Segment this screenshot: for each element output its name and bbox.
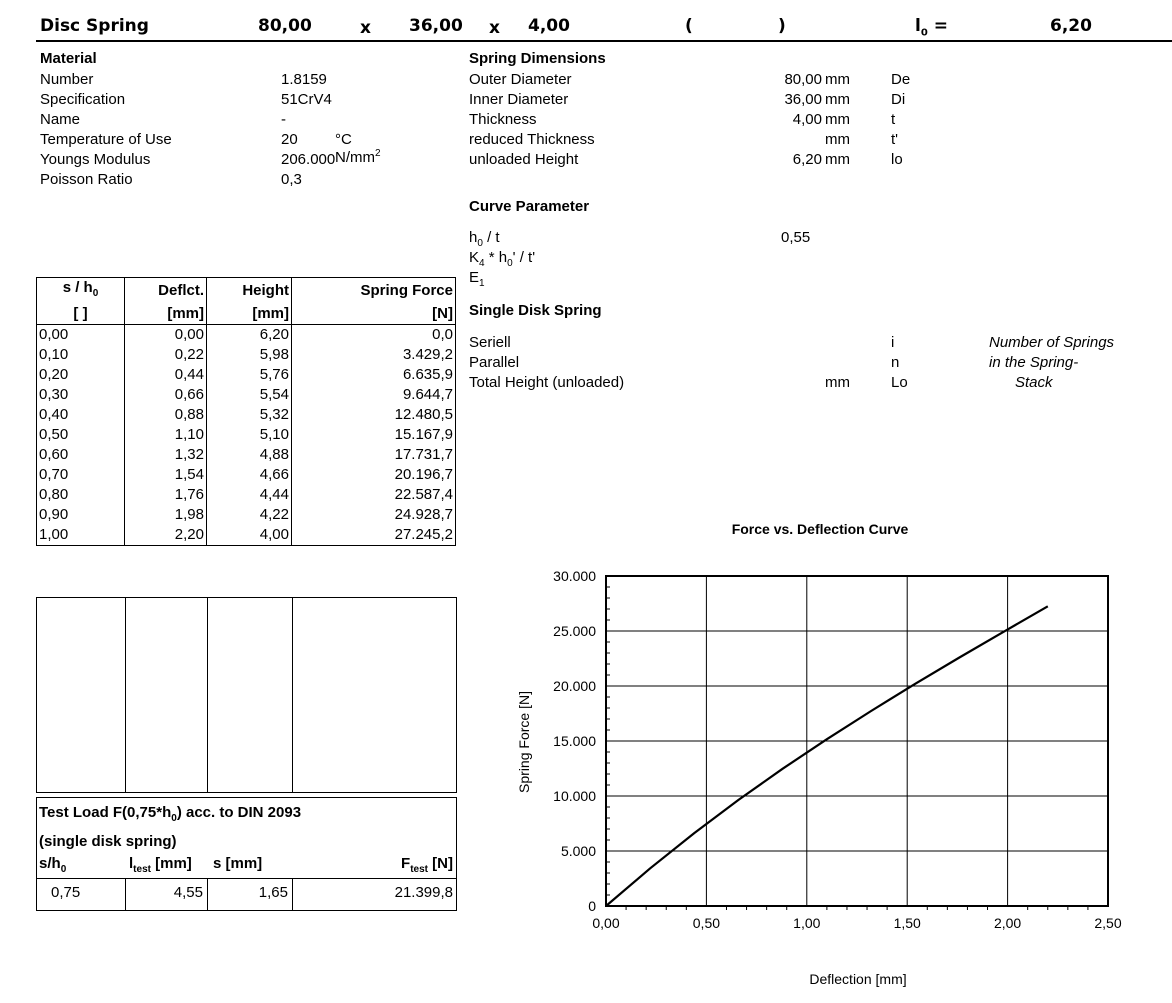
material-youngs-label: Youngs Modulus (40, 151, 151, 168)
table-cell: 4,44 (207, 485, 292, 505)
unloaded-height-label: unloaded Height (469, 151, 579, 168)
table-cell: 0,40 (37, 405, 125, 425)
inner-diameter-label: Inner Diameter (469, 91, 569, 108)
table-cell: 6,20 (207, 325, 292, 346)
l0-value-header: 6,20 (1050, 16, 1092, 36)
col-height-header: Height (207, 278, 292, 305)
table-row (37, 445, 456, 465)
outer-diameter-unit: mm (825, 71, 850, 88)
chart-gridlines (606, 576, 1108, 906)
y-tick-label: 25.000 (553, 623, 596, 639)
test-load-title: Test Load $F(0,75*h_0)$ acc. to DIN 2093 (39, 804, 302, 824)
table-cell: 0,0 (292, 325, 456, 346)
unit-cell: [mm] (125, 304, 207, 325)
material-temp-value: 20 (281, 131, 298, 148)
table-cell: 3.429,2 (292, 345, 456, 365)
inner-diameter-unit: mm (825, 91, 850, 108)
inner-diameter-symbol: Di (891, 91, 906, 108)
table-cell: 1,32 (125, 445, 207, 465)
table-cell: 0,22 (125, 345, 207, 365)
thickness-unit: mm (825, 111, 850, 128)
test-col-sh0: $s/h_0$ (39, 855, 67, 875)
single-disk-heading: Single Disk Spring (469, 302, 602, 319)
table-row (37, 345, 456, 365)
parallel-symbol: n (891, 354, 900, 371)
y-tick-label: 20.000 (553, 678, 596, 694)
table-cell: 4,00 (207, 525, 292, 546)
thickness-value: 4,00 (792, 111, 822, 128)
total-height-label: Total Height (unloaded) (469, 374, 625, 391)
material-youngs-unit: $N/mm^2$ (335, 148, 381, 166)
unit-cell: [mm] (207, 304, 292, 325)
x-tick-label: 2,50 (1094, 915, 1122, 931)
table-cell: 22.587,4 (292, 485, 456, 505)
table-row (37, 365, 456, 385)
y-tick-label: 5.000 (560, 843, 596, 859)
material-name-value: - (281, 111, 286, 128)
seriell-symbol: i (891, 334, 895, 351)
table-cell: 0,00 (125, 325, 207, 346)
table-row (37, 505, 456, 525)
table-cell: 0,70 (37, 465, 125, 485)
table-cell: 9.644,7 (292, 385, 456, 405)
table-cell: 4,66 (207, 465, 292, 485)
outer-diameter-value: 80,00 (784, 71, 822, 88)
chart-series-group (606, 606, 1048, 906)
table-units-row (37, 304, 456, 325)
parallel-label: Parallel (469, 354, 520, 371)
table-cell: 5,10 (207, 425, 292, 445)
paren-close: ) (778, 16, 786, 36)
material-youngs-value: 206.000 (281, 151, 336, 168)
chart-y-axis-label: Spring Force [N] (516, 691, 532, 793)
table-cell: 12.480,5 (292, 405, 456, 425)
table-row (37, 385, 456, 405)
y-tick-label: 30.000 (553, 568, 596, 584)
table-cell: 17.731,7 (292, 445, 456, 465)
table-row (37, 425, 456, 445)
material-poisson-value: 0,3 (281, 171, 302, 188)
table-cell: 15.167,9 (292, 425, 456, 445)
col-deflection-header: Deflct. (125, 278, 207, 305)
test-load-subtitle: (single disk spring) (39, 833, 177, 850)
y-tick-label: 0 (588, 898, 596, 914)
reduced-thickness-label: reduced Thickness (469, 131, 595, 148)
table-cell: 0,80 (37, 485, 125, 505)
test-load-block (36, 797, 457, 911)
h0t-value: 0,55 (781, 229, 811, 246)
table-cell: 1,98 (125, 505, 207, 525)
x-tick-label: 1,50 (893, 915, 921, 931)
table-header-row (37, 278, 456, 305)
table-row (37, 485, 456, 505)
x-tick-label: 0,50 (692, 915, 721, 931)
thickness-header: 4,00 (528, 16, 570, 36)
inner-diameter-value: 36,00 (784, 91, 822, 108)
l0-label: $l_0$ = (915, 16, 948, 39)
table-cell: 1,54 (125, 465, 207, 485)
outer-diameter-label: Outer Diameter (469, 71, 572, 88)
x-tick-label: 1,00 (793, 915, 821, 931)
table-row (37, 465, 456, 485)
table-cell: 1,10 (125, 425, 207, 445)
table-cell: 4,22 (207, 505, 292, 525)
thickness-symbol: t (891, 111, 896, 128)
note-line-1: Number of Springs (989, 334, 1115, 351)
test-value-ftest: 21.399,8 (394, 884, 453, 901)
deflection-table (36, 277, 456, 546)
unit-cell: [N] (292, 304, 456, 325)
y-tick-label: 10.000 (553, 788, 596, 804)
material-temp-unit: °C (335, 131, 352, 148)
dimensions-heading: Spring Dimensions (469, 50, 606, 67)
material-number-value: 1.8159 (281, 71, 327, 88)
table-cell: 0,44 (125, 365, 207, 385)
x-tick-label: 2,00 (993, 915, 1022, 931)
reduced-thickness-unit: mm (825, 131, 850, 148)
table-cell: 6.635,9 (292, 365, 456, 385)
outer-diameter-symbol: De (891, 71, 911, 88)
material-number-label: Number (40, 71, 94, 88)
table-cell: 0,60 (37, 445, 125, 465)
table-cell: 5,54 (207, 385, 292, 405)
table-cell: 0,30 (37, 385, 125, 405)
x-tick-label: 0,00 (592, 915, 620, 931)
table-cell: 0,20 (37, 365, 125, 385)
test-value-ltest: 4,55 (173, 884, 203, 901)
table-cell: 5,32 (207, 405, 292, 425)
material-name-label: Name (40, 111, 81, 128)
table-row (37, 325, 456, 346)
test-value-sh0: 0,75 (51, 884, 81, 901)
unloaded-height-unit: mm (825, 151, 850, 168)
unloaded-height-symbol: lo (891, 151, 903, 168)
table-cell: 0,66 (125, 385, 207, 405)
table-cell: 4,88 (207, 445, 292, 465)
table-cell: 2,20 (125, 525, 207, 546)
reduced-thickness-symbol: t' (891, 131, 899, 148)
material-poisson-label: Poisson Ratio (40, 171, 133, 188)
header-rule (36, 40, 1172, 42)
total-height-symbol: Lo (891, 374, 908, 391)
table-cell: 5,76 (207, 365, 292, 385)
table-cell: 1,00 (37, 525, 125, 546)
table-cell: 1,76 (125, 485, 207, 505)
seriell-label: Seriell (469, 334, 511, 351)
force-deflection-chart (500, 510, 1140, 990)
test-col-ltest: $l_{test}$ [mm] (129, 855, 192, 875)
e1-label: $E_1$ (469, 269, 485, 289)
table-cell: 20.196,7 (292, 465, 456, 485)
outer-diameter-header: 80,00 (258, 16, 312, 36)
table-cell: 5,98 (207, 345, 292, 365)
table-row (37, 405, 456, 425)
test-value-s: 1,65 (258, 884, 288, 901)
table-cell: 0,50 (37, 425, 125, 445)
h0t-label: $h_0$ / t (469, 229, 500, 249)
curve-parameter-heading: Curve Parameter (469, 198, 590, 215)
times-sign-2: x (489, 18, 500, 38)
chart-title: Force vs. Deflection Curve (731, 521, 909, 537)
y-tick-label: 15.000 (553, 733, 596, 749)
table-cell: 0,88 (125, 405, 207, 425)
series-line-spring-force (606, 606, 1048, 906)
test-col-s: s [mm] (213, 855, 263, 872)
total-height-unit: mm (825, 374, 850, 391)
unit-cell: [ ] (37, 304, 125, 325)
times-sign-1: x (360, 18, 371, 38)
paren-open: ( (685, 16, 693, 36)
material-spec-value: 51CrV4 (281, 91, 332, 108)
doc-title: Disc Spring (40, 16, 149, 36)
empty-table-block (36, 597, 457, 793)
col-sh0-header: s / $h_0$ (37, 278, 125, 305)
table-cell: 0,90 (37, 505, 125, 525)
inner-diameter-header: 36,00 (409, 16, 463, 36)
material-spec-label: Specification (40, 91, 126, 108)
table-row (37, 525, 456, 546)
note-line-3: Stack (1015, 374, 1053, 391)
col-force-header: Spring Force (292, 278, 456, 305)
test-col-ftest: $F_{test}$ [N] (401, 855, 453, 875)
material-temp-label: Temperature of Use (40, 131, 172, 148)
k4-label: $K_4 * h_0'$ / t' (469, 249, 536, 269)
note-line-2: in the Spring- (989, 354, 1079, 371)
chart-x-axis-label: Deflection [mm] (809, 971, 907, 987)
table-cell: 0,10 (37, 345, 125, 365)
unloaded-height-value: 6,20 (792, 151, 822, 168)
table-cell: 0,00 (37, 325, 125, 346)
table-cell: 24.928,7 (292, 505, 456, 525)
material-heading: Material (40, 50, 97, 67)
thickness-label: Thickness (469, 111, 537, 128)
table-cell: 27.245,2 (292, 525, 456, 546)
chart-ticks (553, 568, 1122, 931)
